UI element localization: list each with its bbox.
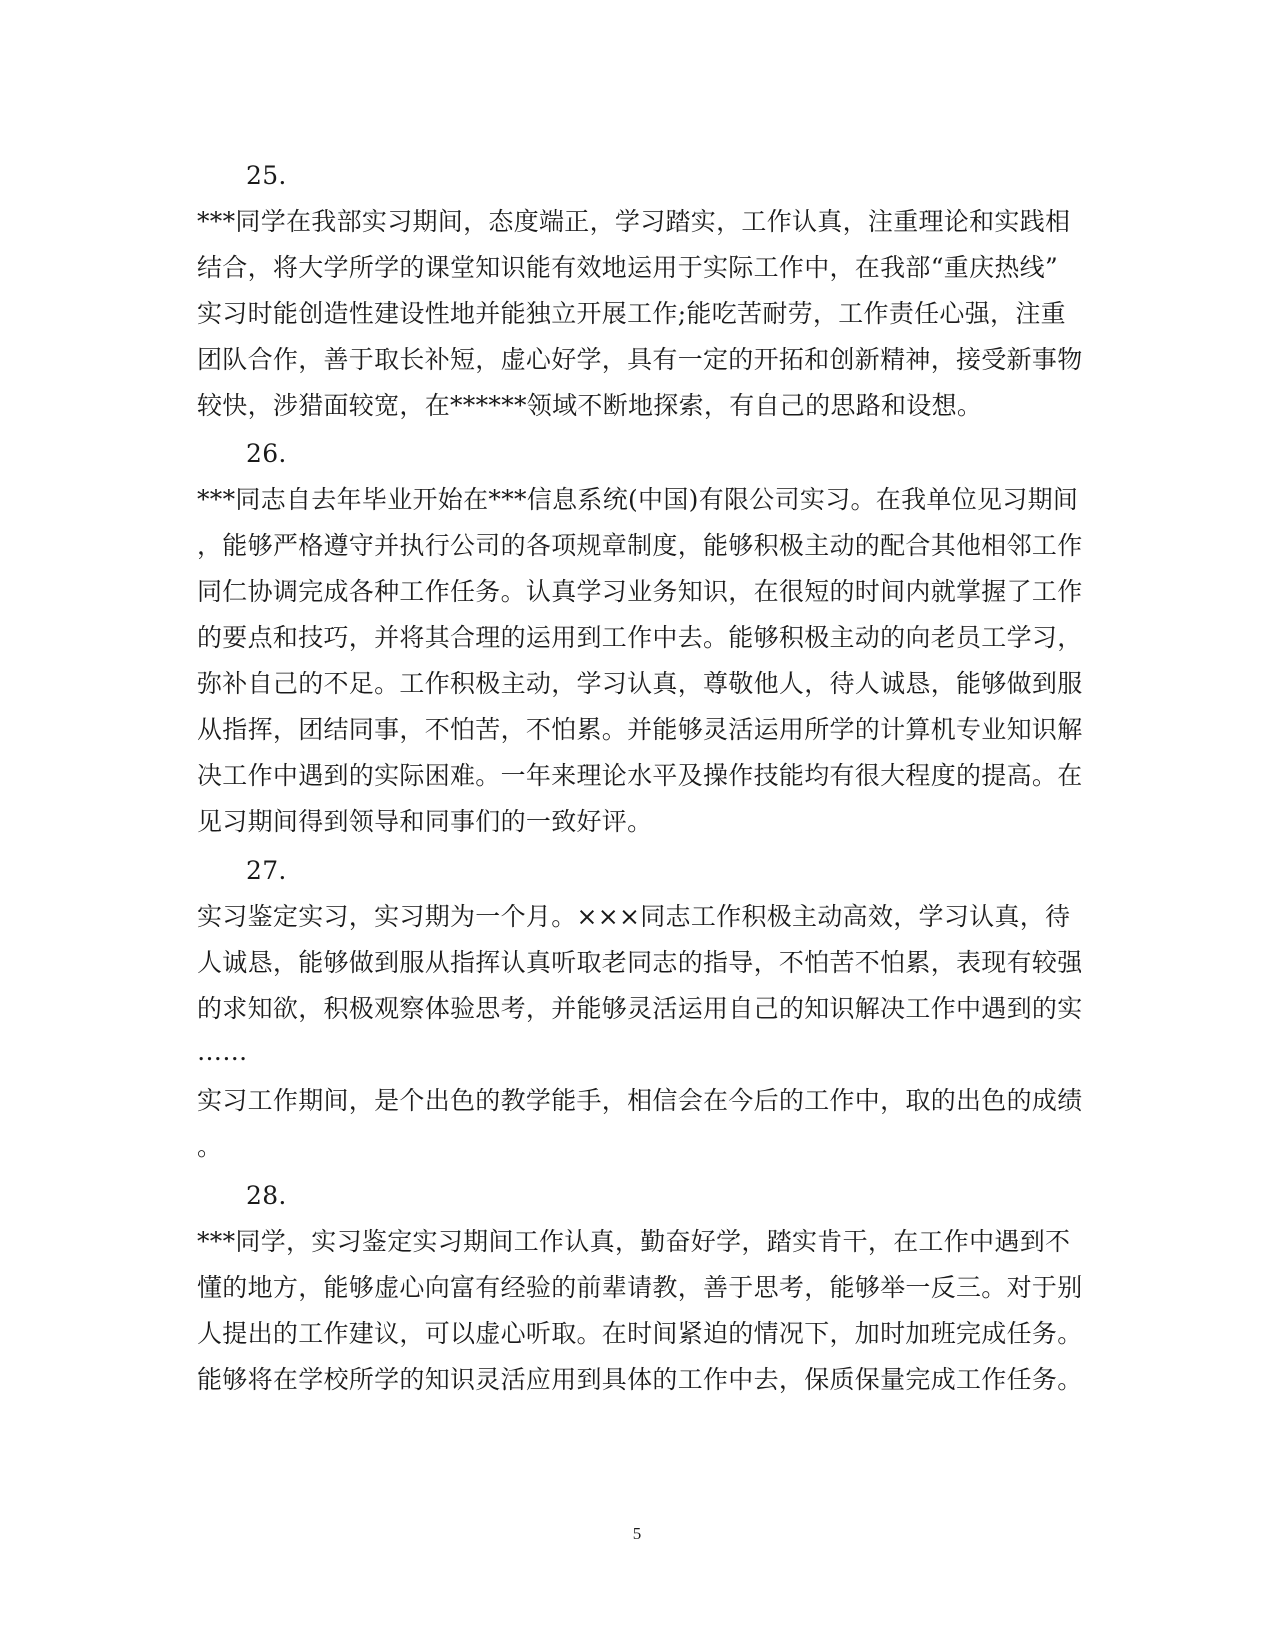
item-number-27: 27.: [246, 856, 287, 885]
page-number: 5: [632, 1524, 642, 1543]
paragraph-line: 团队合作，善于取长补短，虚心好学，具有一定的开拓和创新精神，接受新事物: [197, 345, 1083, 374]
paragraph-line: ，能够严格遵守并执行公司的各项规章制度，能够积极主动的配合其他相邻工作: [197, 531, 1083, 560]
paragraph-line: 懂的地方，能够虚心向富有经验的前辈请教，善于思考，能够举一反三。对于别: [197, 1273, 1083, 1302]
paragraph-line: 结合，将大学所学的课堂知识能有效地运用于实际工作中，在我部“重庆热线”: [197, 253, 1059, 282]
paragraph-line: 同仁协调完成各种工作任务。认真学习业务知识，在很短的时间内就掌握了工作: [197, 577, 1083, 606]
paragraph-line: ***同志自去年毕业开始在***信息系统(中国)有限公司实习。在我单位见习期间: [197, 485, 1079, 514]
paragraph-line: ***同学在我部实习期间，态度端正，学习踏实，工作认真，注重理论和实践相: [197, 207, 1071, 236]
paragraph-line: 较快，涉猎面较宽，在******领域不断地探索，有自己的思路和设想。: [197, 391, 983, 420]
paragraph-line: 人诚恳，能够做到服从指挥认真听取老同志的指导，不怕苦不怕累，表现有较强: [197, 948, 1083, 977]
paragraph-line: 弥补自己的不足。工作积极主动，学习认真，尊敬他人，待人诚恳，能够做到服: [197, 669, 1083, 698]
paragraph-line: 从指挥，团结同事，不怕苦，不怕累。并能够灵活运用所学的计算机专业知识解: [197, 715, 1083, 744]
paragraph-line: 实习时能创造性建设性地并能独立开展工作;能吃苦耐劳，工作责任心强，注重: [197, 299, 1066, 328]
paragraph-line: 见习期间得到领导和同事们的一致好评。: [197, 807, 653, 836]
item-number-26: 26.: [246, 439, 287, 468]
paragraph-line: 人提出的工作建议，可以虚心听取。在时间紧迫的情况下，加时加班完成任务。: [197, 1319, 1083, 1348]
ellipsis-line: ……: [197, 1037, 248, 1066]
item-number-28: 28.: [246, 1181, 287, 1210]
paragraph-line: 的要点和技巧，并将其合理的运用到工作中去。能够积极主动的向老员工学习，: [197, 623, 1083, 652]
paragraph-line: 的求知欲，积极观察体验思考，并能够灵活运用自己的知识解决工作中遇到的实: [197, 994, 1083, 1023]
item-number-25: 25.: [246, 161, 287, 190]
paragraph-line: 决工作中遇到的实际困难。一年来理论水平及操作技能均有很大程度的提高。在: [197, 761, 1083, 790]
paragraph-line: 实习鉴定实习，实习期为一个月。×××同志工作积极主动高效，学习认真，待: [197, 902, 1071, 931]
paragraph-line: ***同学，实习鉴定实习期间工作认真，勤奋好学，踏实肯干，在工作中遇到不: [197, 1227, 1071, 1256]
paragraph-line: 实习工作期间，是个出色的教学能手，相信会在今后的工作中，取的出色的成绩: [197, 1086, 1083, 1115]
paragraph-line: 。: [197, 1132, 223, 1161]
paragraph-line: 能够将在学校所学的知识灵活应用到具体的工作中去，保质保量完成工作任务。: [197, 1365, 1083, 1394]
